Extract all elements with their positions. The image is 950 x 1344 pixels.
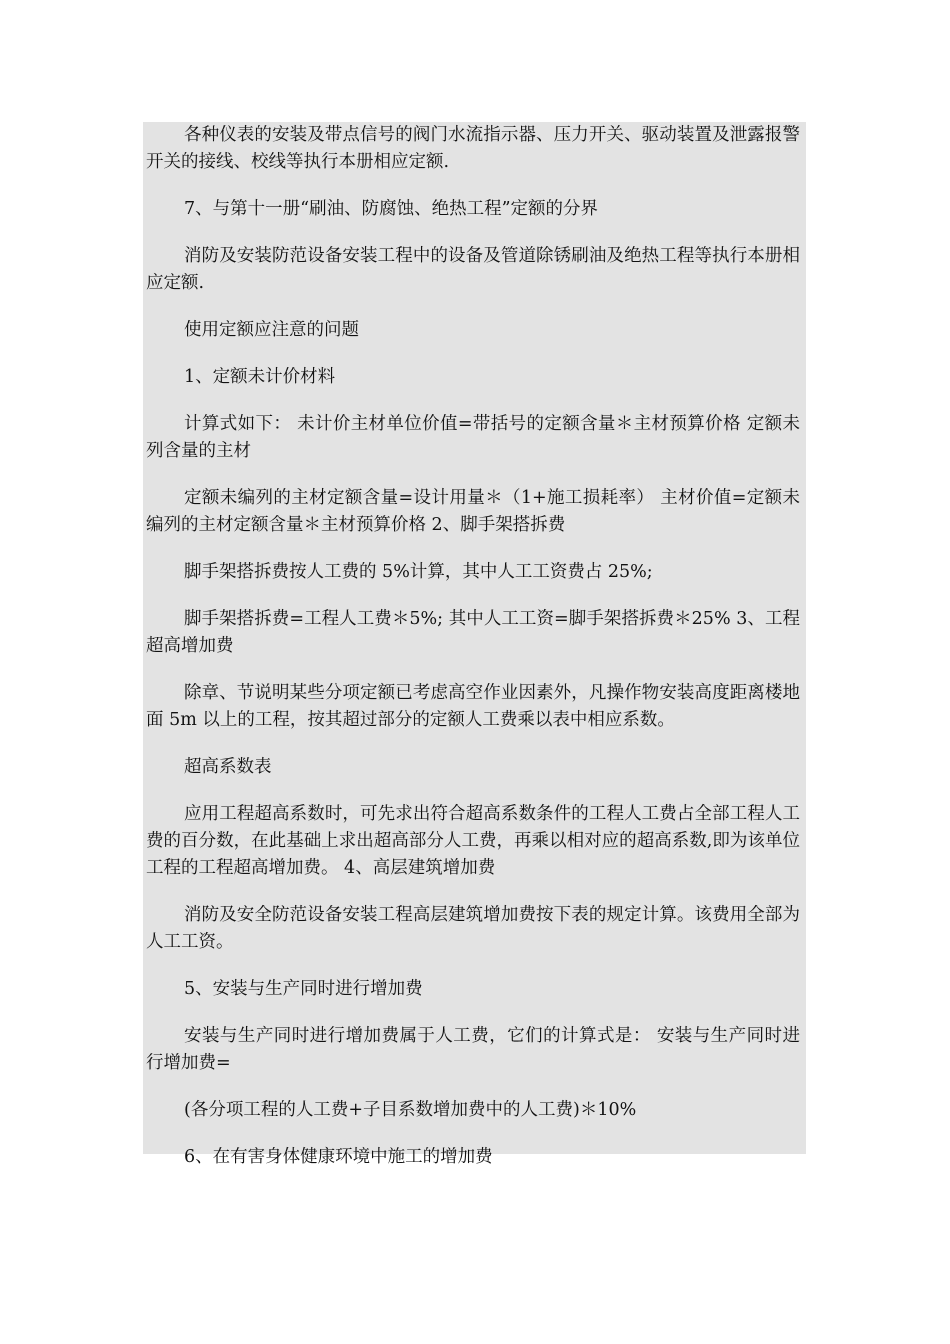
paragraph-high-rise-surcharge: 消防及安全防范设备安装工程高层建筑增加费按下表的规定计算。该费用全部为人工工资。 [146, 905, 800, 952]
paragraph-concurrent-formula-detail: (各分项工程的人工费+子目系数增加费中的人工费)＊10% [184, 1100, 637, 1120]
paragraph-height-coefficient-usage: 应用工程超高系数时，可先求出符合超高系数条件的工程人工费占全部工程人工费的百分数，在此基础上求出超高部分人工费，再乘以相对应的超高系数,即为该单位工程的工程超高增加费。 4、高层建筑增加费 [146, 804, 800, 878]
paragraph-scaffold-formula: 脚手架搭拆费=工程人工费＊5%; 其中人工工资=脚手架搭拆费＊25% 3、工程超高增加费 [146, 609, 800, 656]
section-heading-boundary-vol11: 7、与第十一册“刷油、防腐蚀、绝热工程”定额的分界 [184, 199, 599, 219]
section-heading-height-coefficient-table: 超高系数表 [184, 757, 272, 777]
paragraph-instrument-installation: 各种仪表的安装及带点信号的阀门水流指示器、压力开关、驱动装置及泄露报警开关的接线、校线等执行本册相应定额. [146, 125, 800, 172]
section-heading-unpriced-materials: 1、定额未计价材料 [184, 367, 336, 387]
paragraph-height-surcharge: 除章、节说明某些分项定额已考虑高空作业因素外，凡操作物安装高度距离楼地面 5m 以上的工程，按其超过部分的定额人工费乘以表中相应系数。 [146, 683, 800, 730]
paragraph-concurrent-formula: 安装与生产同时进行增加费属于人工费，它们的计算式是： 安装与生产同时进行增加费= [146, 1026, 800, 1073]
paragraph-scaffold-rate: 脚手架搭拆费按人工费的 5%计算，其中人工工资费占 25%; [184, 562, 653, 582]
section-heading-concurrent-production: 5、安装与生产同时进行增加费 [184, 979, 423, 999]
paragraph-formula-main-material: 定额未编列的主材定额含量=设计用量＊（1+施工损耗率） 主材价值=定额未编列的主材定额含量＊主材预算价格 2、脚手架搭拆费 [146, 488, 800, 535]
section-heading-hazardous-environment: 6、在有害身体健康环境中施工的增加费 [184, 1147, 493, 1167]
section-heading-usage-notes: 使用定额应注意的问题 [184, 320, 359, 340]
paragraph-rust-removal: 消防及安装防范设备安装工程中的设备及管道除锈刷油及绝热工程等执行本册相应定额. [146, 246, 800, 293]
document-body [143, 122, 806, 1167]
paragraph-formula-unpriced: 计算式如下： 未计价主材单位价值=带括号的定额含量＊主材预算价格 定额未列含量的主材 [146, 414, 800, 461]
